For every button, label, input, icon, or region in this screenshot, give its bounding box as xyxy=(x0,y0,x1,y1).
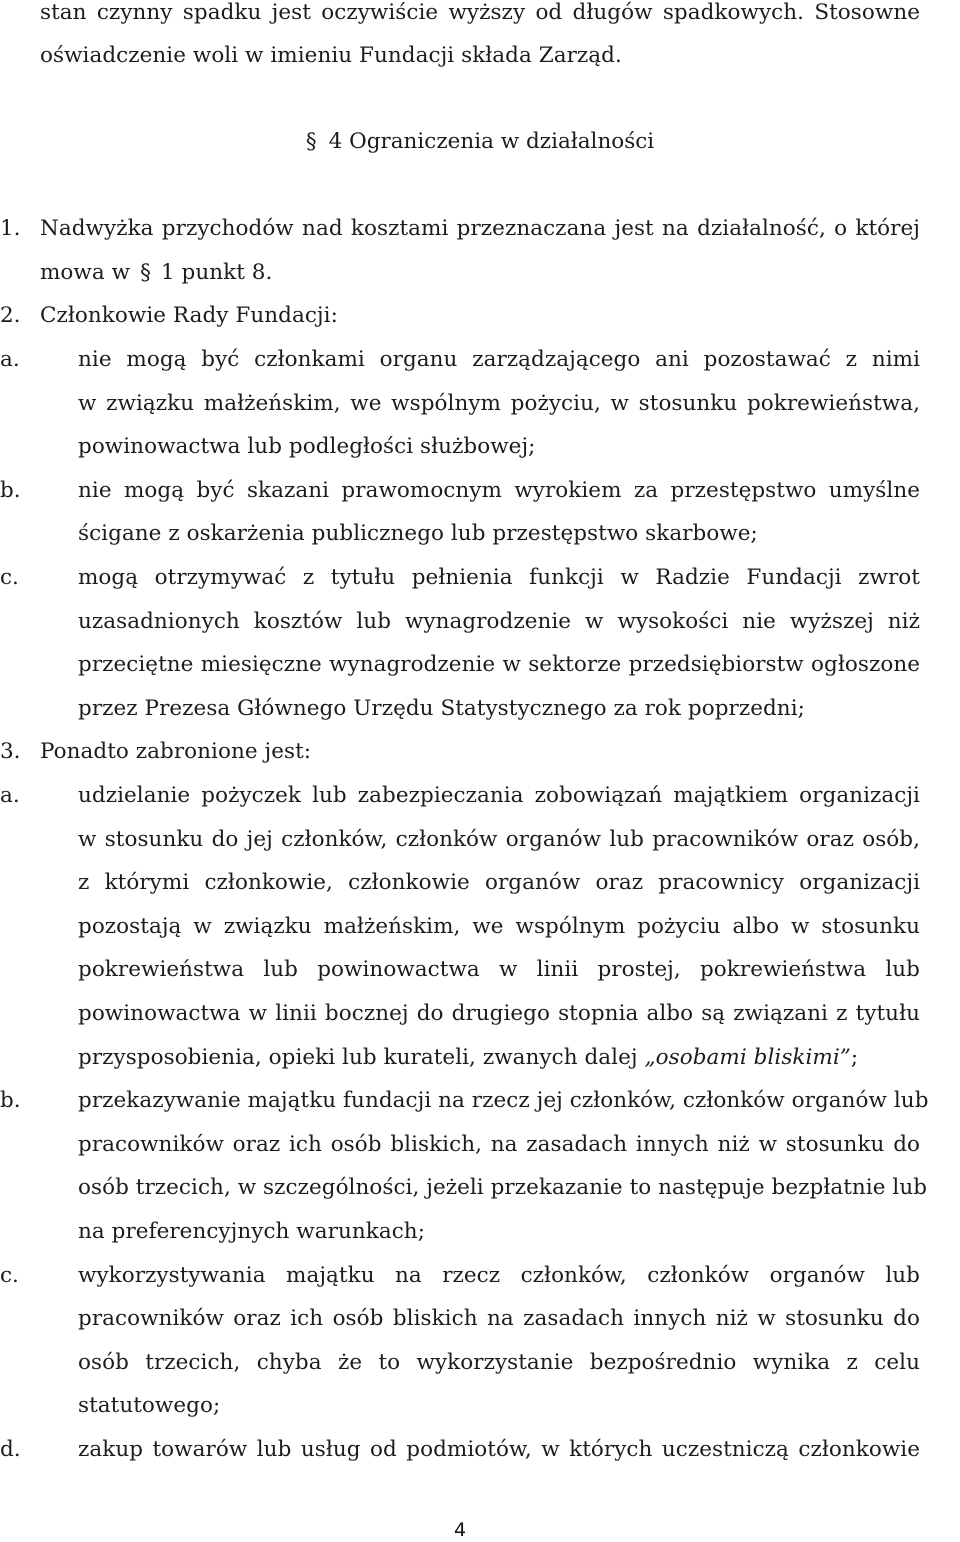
point-3a-line-4: pozostają w związku małżeńskim, we wspólnym pożyciu albo w stosunku xyxy=(78,914,920,939)
point-2b-line-2: ścigane z oskarżenia publicznego lub przestępstwo skarbowe; xyxy=(78,521,758,546)
point-3c-marker: c. xyxy=(0,1263,19,1288)
point-3a-marker: a. xyxy=(0,783,20,808)
point-3b-line-4: na preferencyjnych warunkach; xyxy=(78,1219,425,1244)
point-3c-line-4: statutowego; xyxy=(78,1393,221,1418)
point-2c-line-3: przeciętne miesięczne wynagrodzenie w sektorze przedsiębiorstw ogłoszone xyxy=(78,652,920,677)
point-3a-line-3: z którymi członkowie, członkowie organów oraz pracownicy organizacji xyxy=(78,870,920,895)
page-number: 4 xyxy=(453,1519,467,1541)
section-heading xyxy=(0,129,960,155)
point-2-marker: 2. xyxy=(0,303,21,328)
point-3d-marker: d. xyxy=(0,1437,21,1462)
point-3-text: Ponadto zabronione jest: xyxy=(40,739,312,764)
point-3b-line-3: osób trzecich, w szczególności, jeżeli przekazanie to następuje bezpłatnie lub xyxy=(78,1175,928,1200)
point-3b-line-2: pracowników oraz ich osób bliskich, na zasadach innych niż w stosunku do xyxy=(78,1132,920,1157)
point-2c-line-1: mogą otrzymywać z tytułu pełnienia funkcji w Radzie Fundacji zwrot xyxy=(78,565,920,590)
point-1-line-1: Nadwyżka przychodów nad kosztami przeznaczana jest na działalność, o której xyxy=(40,216,920,241)
defined-term-osobami-bliskimi: „osobami bliskimi” xyxy=(644,1045,851,1070)
point-3b-line-1: przekazywanie majątku fundacji na rzecz jej członków, członków organów lub xyxy=(78,1088,929,1113)
section-title: 4 Ograniczenia w działalności xyxy=(328,129,655,154)
point-2b-line-1: nie mogą być skazani prawomocnym wyrokiem za przestępstwo umyślne xyxy=(78,478,920,503)
point-3a-line-7-end: ; xyxy=(850,1045,859,1070)
point-3b-marker: b. xyxy=(0,1088,21,1113)
point-3a-line-2: w stosunku do jej członków, członków organów lub pracowników oraz osób, xyxy=(78,827,920,852)
point-3a-line-7 xyxy=(78,1045,858,1071)
point-2a-line-2: w związku małżeńskim, we wspólnym pożyciu, w stosunku pokrewieństwa, xyxy=(78,391,920,416)
point-2-text: Członkowie Rady Fundacji: xyxy=(40,303,338,328)
point-2b-marker: b. xyxy=(0,478,21,503)
point-1-marker: 1. xyxy=(0,216,21,241)
point-1-reference: 1 punkt 8. xyxy=(160,260,273,285)
point-3a-line-1: udzielanie pożyczek lub zabezpieczania zobowiązań majątkiem organizacji xyxy=(78,783,920,808)
point-3a-line-5: pokrewieństwa lub powinowactwa w linii prostej, pokrewieństwa lub xyxy=(78,957,920,982)
point-2a-line-3: powinowactwa lub podległości służbowej; xyxy=(78,434,536,459)
point-3-marker: 3. xyxy=(0,739,21,764)
section-symbol: § xyxy=(305,129,317,154)
point-2a-marker: a. xyxy=(0,347,20,372)
intro-line-2: oświadczenie woli w imieniu Fundacji składa Zarząd. xyxy=(40,43,622,68)
point-3c-line-1: wykorzystywania majątku na rzecz członków, członków organów lub xyxy=(78,1263,920,1288)
point-3a-line-7-text: przysposobienia, opieki lub kurateli, zwanych dalej xyxy=(78,1045,638,1070)
point-2c-marker: c. xyxy=(0,565,19,590)
point-2a-line-1: nie mogą być członkami organu zarządzającego ani pozostawać z nimi xyxy=(78,347,920,372)
point-1-mowa-text: mowa w xyxy=(40,260,131,285)
point-3c-line-3: osób trzecich, chyba że to wykorzystanie bezpośrednio wynika z celu xyxy=(78,1350,920,1375)
paragraph-symbol: § xyxy=(140,260,151,285)
point-2c-line-4: przez Prezesa Głównego Urzędu Statystycznego za rok poprzedni; xyxy=(78,696,805,721)
point-1-line-2 xyxy=(40,260,272,286)
intro-line-1: stan czynny spadku jest oczywiście wyższy od długów spadkowych. Stosowne xyxy=(40,0,920,25)
point-2c-line-2: uzasadnionych kosztów lub wynagrodzenie w wysokości nie wyższej niż xyxy=(78,609,920,634)
point-3d-line-1: zakup towarów lub usług od podmiotów, w których uczestniczą członkowie xyxy=(78,1437,920,1462)
point-3a-line-6: powinowactwa w linii bocznej do drugiego stopnia albo są związani z tytułu xyxy=(78,1001,920,1026)
point-3c-line-2: pracowników oraz ich osób bliskich na zasadach innych niż w stosunku do xyxy=(78,1306,920,1331)
